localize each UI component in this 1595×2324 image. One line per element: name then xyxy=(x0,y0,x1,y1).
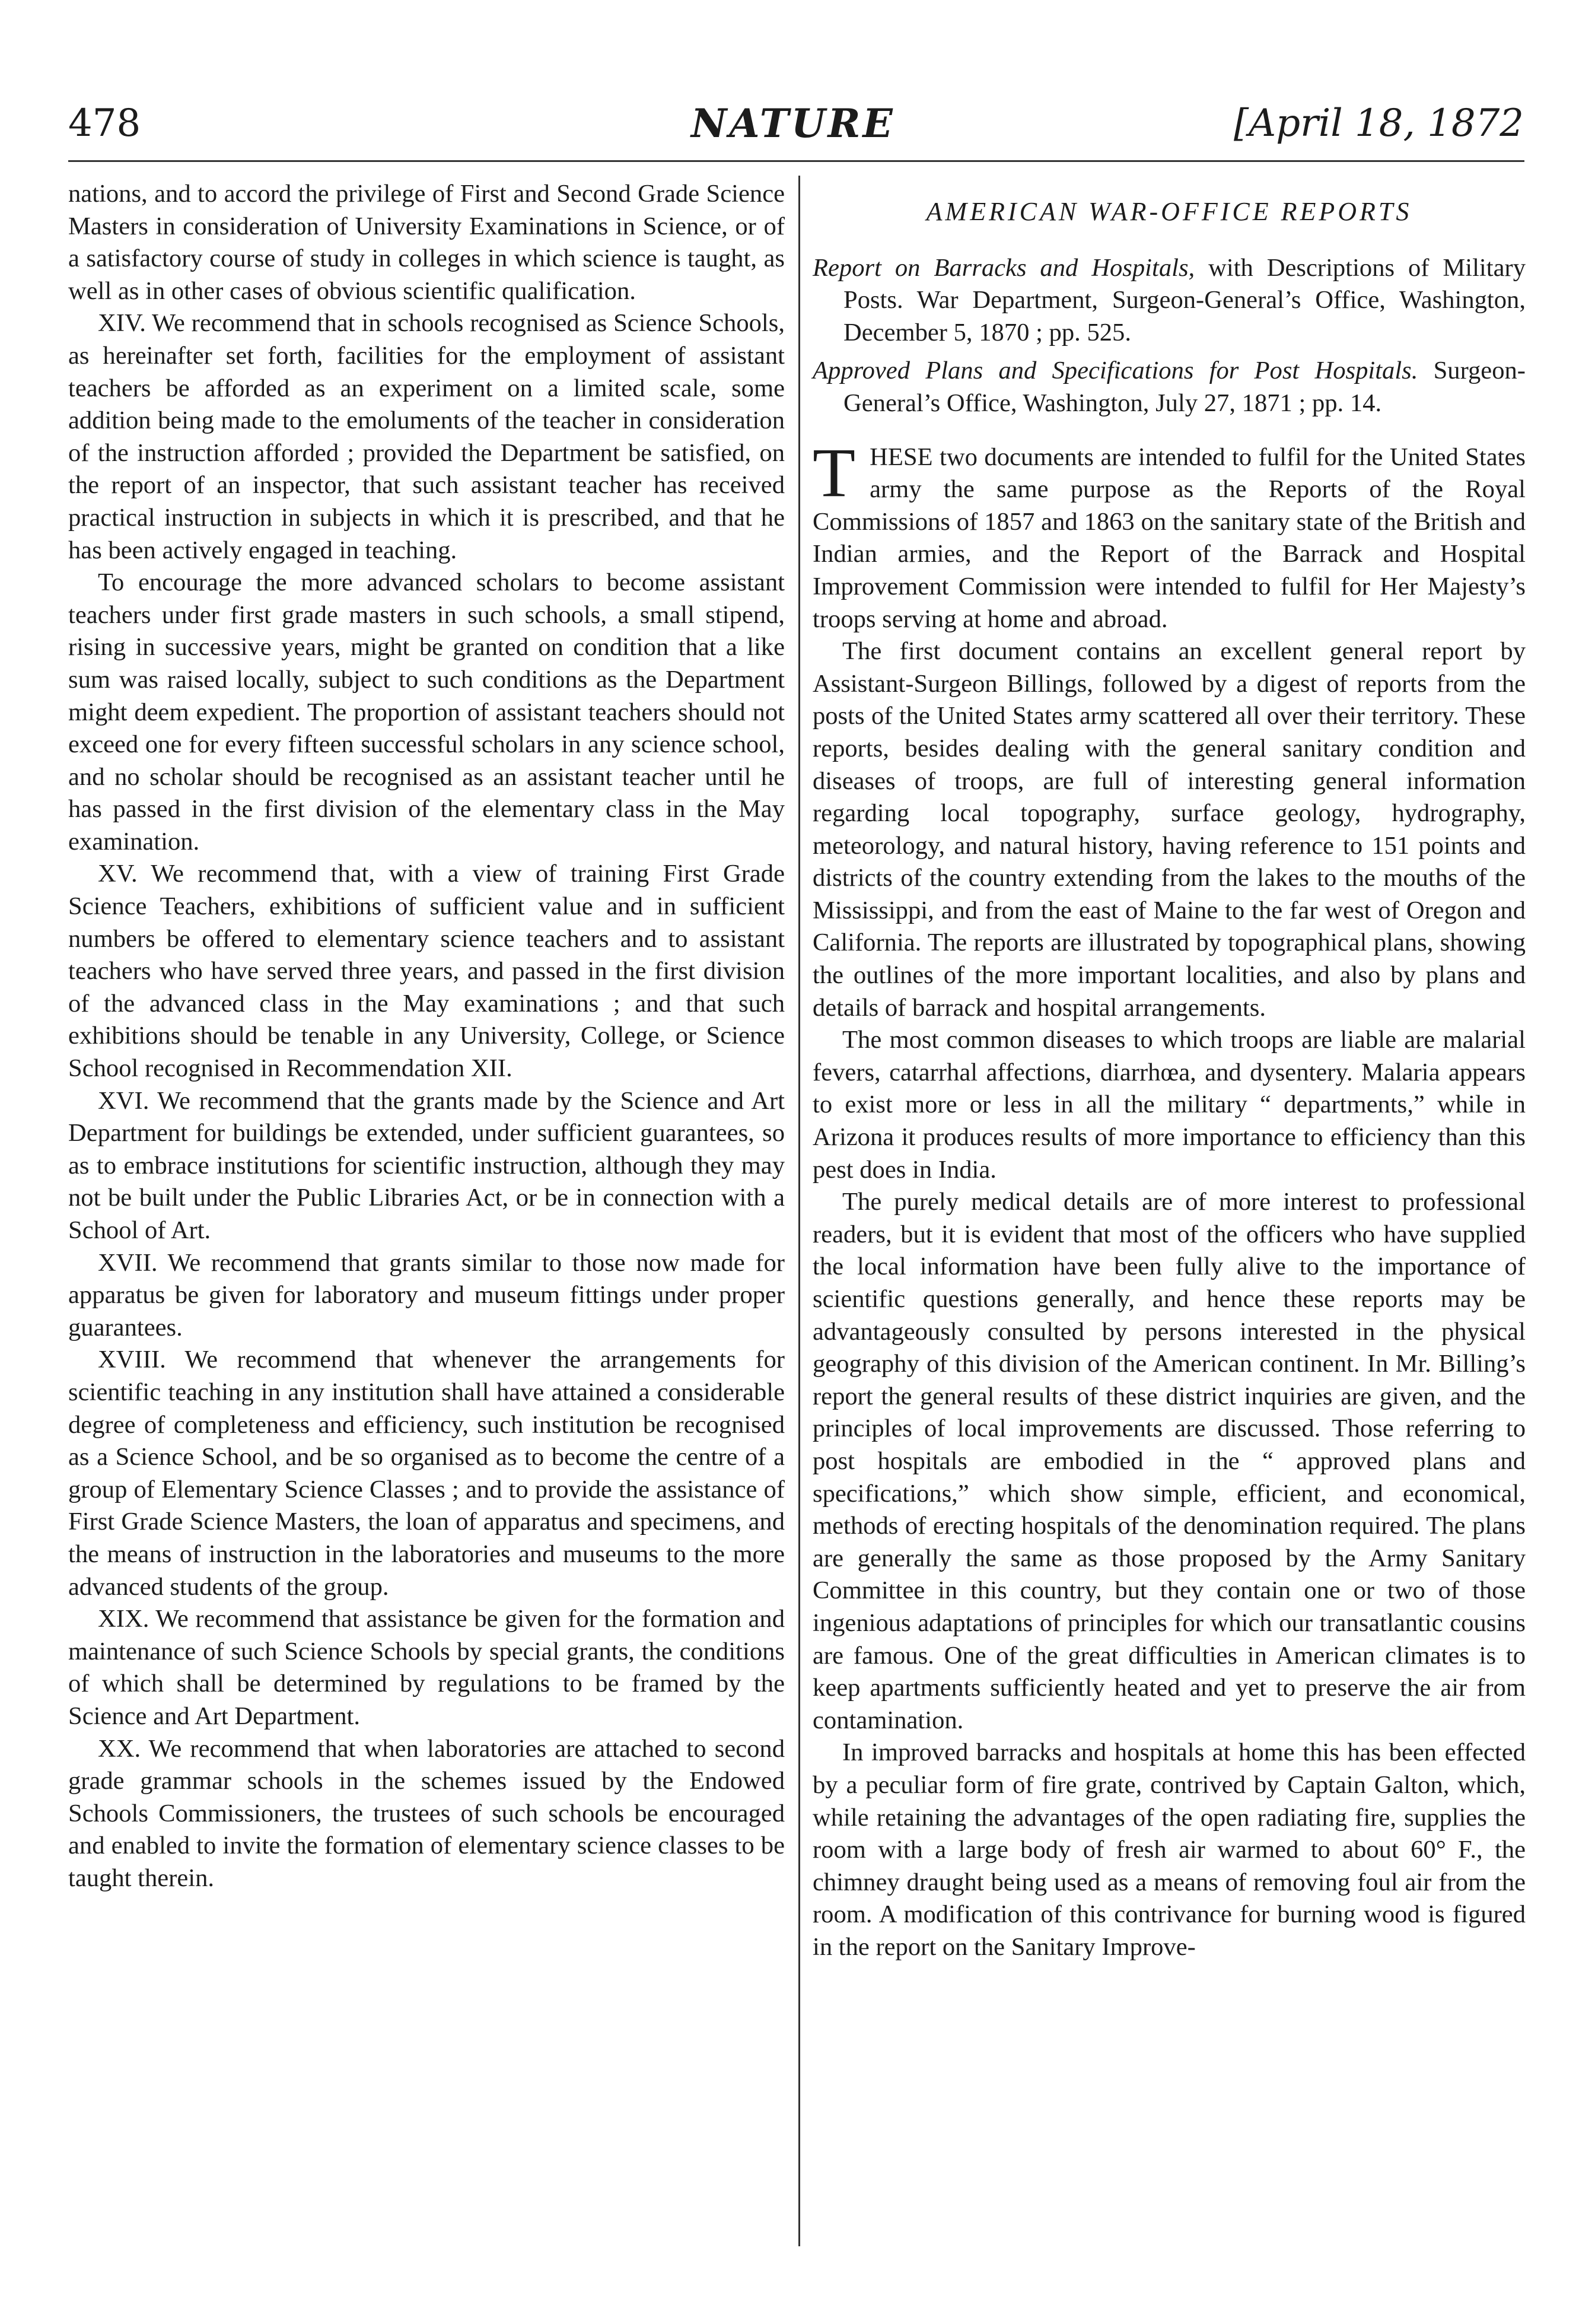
right-paragraph-barracks: In improved barracks and hospitals at home this has been effected by a peculiar form of fire grate, contrived by Captain Galton, which, while retaining the advantages of the open radiating fire, supplies the room with a large body of fresh air warmed to about 60° F., the chimney draught being used as a means of removing foul air from the room. A modification of this contrivance for burning wood is figured in the report on the Sanitary Improve- xyxy=(813,1738,1526,1961)
left-paragraph-xiv: XIV. We recommend that in schools recognised as Science Schools, as hereinafter set forth, facilities for the employment of assistant teachers be afforded as an experiment on a limited scale, some addition being made to the emoluments of the teacher in consideration of the instruction afforded ; provided the Department be satisfied, on the report of an inspector, that such assistant teacher has received practical instruction in subjects in which it is prescribed, and that he has been actively engaged in teaching. xyxy=(68,309,785,564)
header-rule xyxy=(68,160,1524,162)
lead-text: two documents are intended to fulfil for the United States army the same purpose as the Reports of the Royal Commissions of 1857 and 1863 on the sanitary state of the British and Indian armies, and the Report of the Barrack and Hospital Improvement Commission were intended to fulfil for Her Majesty’s troops serving at home and abroad. xyxy=(813,443,1526,633)
column-divider xyxy=(798,176,800,2246)
drop-cap: T xyxy=(813,433,858,511)
left-paragraph-xviii: XVIII. We recommend that whenever the arrangements for scientific teaching in any institution shall have attained a considerable degree of completeness and efficiency, such institution be recognised as a Science School, and be so organised as to become the centre of a group of Elementary Science Classes ; and to provide the assistance of First Grade Science Masters, the loan of apparatus and specimens, and the means of instruction in the laboratories and museums to the more advanced students of the group. xyxy=(68,1346,785,1601)
lead-first-word: HESE xyxy=(870,443,933,471)
citation-title: Approved Plans and Specifications for Post Hospitals. xyxy=(813,357,1418,385)
right-column xyxy=(813,178,1526,1963)
left-paragraph-xx: XX. We recommend that when laboratories are attached to second grade grammar schools in the schemes issued by the Endowed Schools Commissioners, the trustees of such schools be encouraged and enabled to invite the formation of elementary science classes to be taught therein. xyxy=(68,1734,785,1892)
right-paragraph-medical-details: The purely medical details are of more interest to professional readers, but it is evident that most of the officers who have supplied the local information have been fully alive to the importance of scientific questions generally, and hence these reports may be advantageously consulted by persons interested in the physical geography of this division of the American continent. In Mr. Billing’s report the general results of these district inquiries are given, and the principles of local improvements are discussed. Those referring to post hospitals are embodied in the “ approved plans and specifications,” which show simple, efficient, and economical, methods of erecting hospitals of the denomination required. The plans are generally the same as those proposed by the Army Sanitary Committee in this country, but they contain one or two of those ingenious adaptations of principles for which our transatlantic cousins are famous. One of the great difficulties in American climates is to keep apartments sufficiently heated and yet to preserve the air from contamination. xyxy=(813,1188,1526,1734)
citation-report xyxy=(813,252,1526,349)
citation-plans xyxy=(813,355,1526,419)
left-paragraph-xix: XIX. We recommend that assistance be given for the formation and maintenance of such Science Schools by special grants, the conditions of which shall be determined by regulations to be framed by the Science and Art Department. xyxy=(68,1605,785,1730)
journal-title: NATURE xyxy=(691,100,895,147)
page-number: 478 xyxy=(68,101,141,145)
left-paragraph-xvii: XVII. We recommend that grants similar to those now made for apparatus be given for laboratory and museum fittings under proper guarantees. xyxy=(68,1248,785,1341)
citation-details: with Descriptions of Military Posts. War Department, Surgeon-General’s Office, Washington, December 5, 1870 ; pp. 525. xyxy=(843,253,1526,346)
article-lead-paragraph xyxy=(813,433,1526,636)
right-paragraph-diseases: The most common diseases to which troops are liable are malarial fevers, catarrhal affections, diarrhœa, and dysentery. Malaria appears to exist more or less in all the military “ departments,” while in Arizona it produces results of more importance to efficiency than this pest does in India. xyxy=(813,1026,1526,1184)
left-paragraph-xv: XV. We recommend that, with a view of training First Grade Science Teachers, exhibitions of sufficient value and in sufficient numbers be offered to elementary science teachers and to assistant teachers who have served three years, and passed in the first division of the advanced class in the May examinations ; and that such exhibitions should be tenable in any University, College, or Science School recognised in Recommendation XII. xyxy=(68,860,785,1083)
section-title: AMERICAN WAR-OFFICE REPORTS xyxy=(926,197,1412,226)
left-column xyxy=(68,178,785,1894)
left-paragraph-xvi: XVI. We recommend that the grants made by the Science and Art Department for buildings be extended, under sufficient guarantees, so as to embrace institutions for scientific instruction, although they may not be built under the Public Libraries Act, or be in connection with a School of Art. xyxy=(68,1086,785,1244)
left-paragraph-assistants: To encourage the more advanced scholars to become assistant teachers under first grade masters in such schools, a small stipend, rising in successive years, might be granted on condition that a like sum was raised locally, subject to such conditions as the Department might deem expedient. The proportion of assistant teachers should not exceed one for every fifteen successful scholars in any science school, and no scholar should be recognised as an assistant teacher until he has passed in the first division of the elementary class in the May examination. xyxy=(68,568,785,856)
page-header xyxy=(0,94,1595,165)
issue-date: [April 18, 1872 xyxy=(1233,101,1524,145)
citation-details: Surgeon-General’s Office, Washington, July 27, 1871 ; pp. 14. xyxy=(843,357,1526,417)
citation-title: Report on Barracks and Hospitals, xyxy=(813,253,1195,282)
left-paragraph-continued: nations, and to accord the privilege of First and Second Grade Science Masters in consideration of University Examinations in Science, or of a satisfactory course of study in colleges in which science is taught, as well as in other cases of obvious scientific qualification. xyxy=(68,180,785,305)
right-paragraph-first-document: The first document contains an excellent general report by Assistant-Surgeon Billings, followed by a digest of reports from the posts of the United States army scattered all over their territory. These reports, besides dealing with the general sanitary condition and diseases of troops, are full of interesting general information regarding local topography, surface geology, hydrography, meteorology, and natural history, having reference to 151 points and districts of the country extending from the lakes to the mouths of the Mississippi, and from the east of Maine to the far west of Oregon and California. The reports are illustrated by topographical plans, showing the outlines of the more important localities, and also by plans and details of barrack and hospital arrangements. xyxy=(813,637,1526,1022)
